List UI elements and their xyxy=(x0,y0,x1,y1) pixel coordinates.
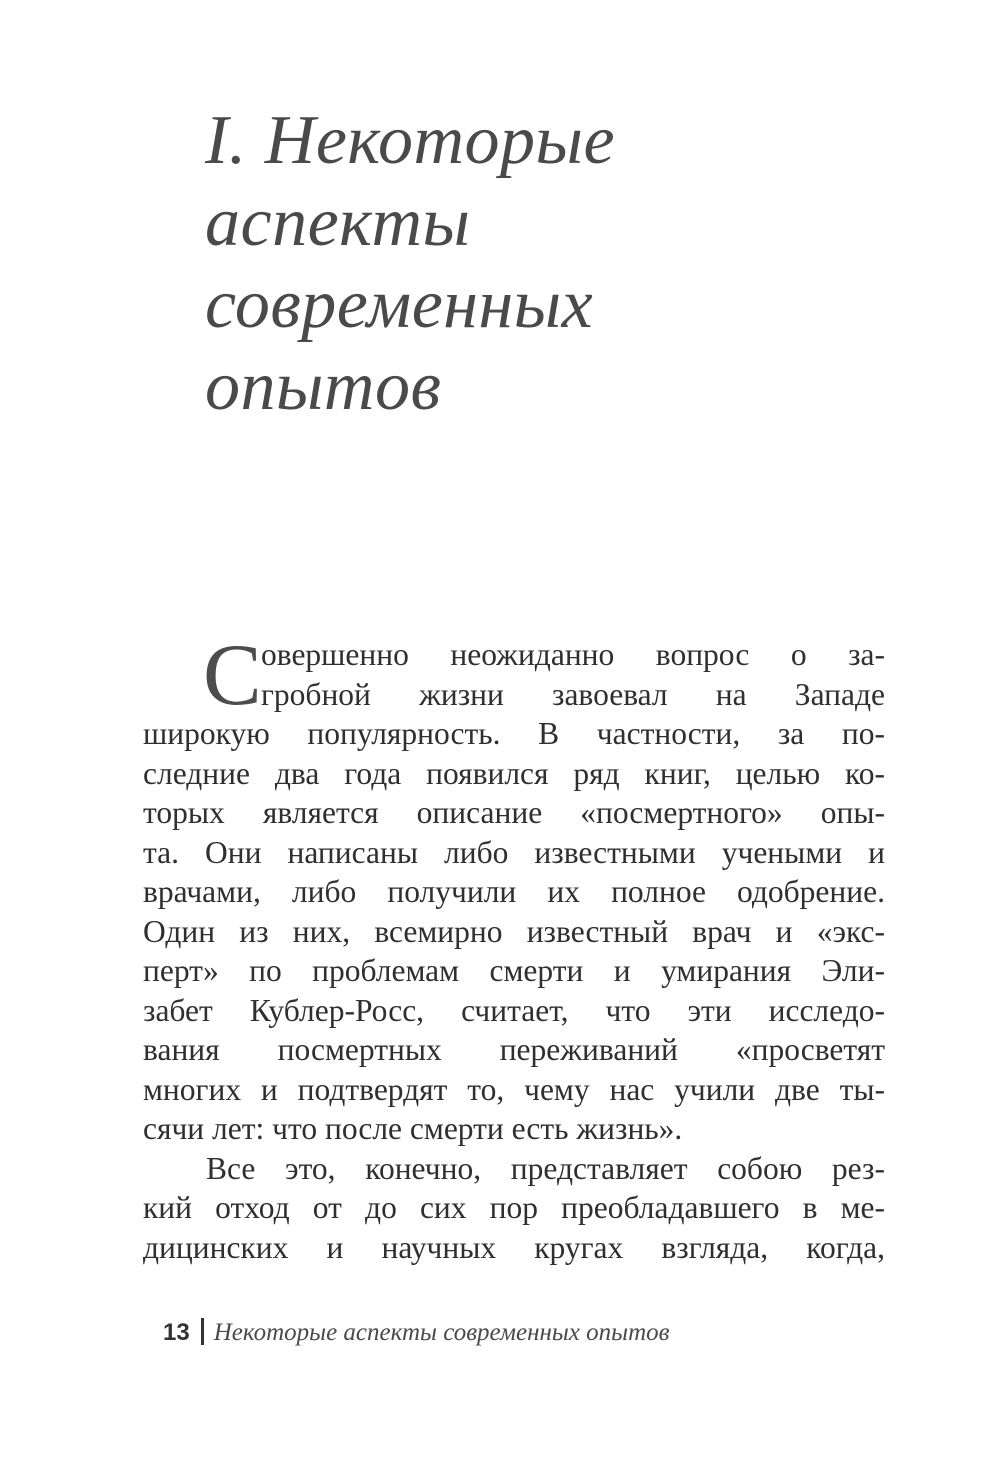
page-footer xyxy=(163,1318,670,1348)
page-number: 13 xyxy=(163,1319,190,1346)
text-line: многих и подтвердят то, чему нас учили две ты- xyxy=(143,1071,885,1107)
drop-cap: С xyxy=(203,627,262,724)
text-line: сячи лет: что после смерти есть жизнь». xyxy=(143,1111,683,1146)
chapter-title-line: аспекты xyxy=(205,184,471,261)
text-line: широкую популярность. В частности, за по- xyxy=(143,716,885,751)
running-title: Некоторые аспекты современных опытов xyxy=(213,1319,670,1346)
text-line: гробной жизни завоевал на Западе xyxy=(261,676,885,712)
text-line: дицинских и научных кругах взгляда, когда, xyxy=(143,1229,885,1265)
chapter-title-line: опытов xyxy=(205,348,442,425)
text-line: та. Они написаны либо известными учеными и xyxy=(143,834,885,870)
text-line: овершенно неожиданно вопрос о за- xyxy=(261,637,885,672)
text-line: Все это, конечно, представляет собою рез- xyxy=(206,1150,885,1186)
text-line: Один из них, всемирно известный врач и «экс- xyxy=(143,913,885,949)
text-line: врачами, либо получили их полное одобрение. xyxy=(143,874,885,909)
text-line: забет Кублер-Росс, считает, что эти исследо- xyxy=(143,992,885,1028)
text-line: торых является описание «посмертного» опы- xyxy=(143,795,885,830)
body-text xyxy=(143,627,885,1267)
chapter-title-line: современных xyxy=(205,266,594,343)
chapter-title-line: I. Некоторые xyxy=(205,102,616,179)
text-line: вания посмертных переживаний «просветят xyxy=(143,1032,885,1067)
text-line: перт» по проблемам смерти и умирания Эли- xyxy=(143,953,885,988)
chapter-title xyxy=(205,100,905,428)
text-line: следние два года появился ряд книг, целью ко- xyxy=(143,755,885,791)
text-line: кий отход от до сих пор преобладавшего в ме- xyxy=(143,1190,885,1225)
footer-divider xyxy=(201,1318,204,1345)
